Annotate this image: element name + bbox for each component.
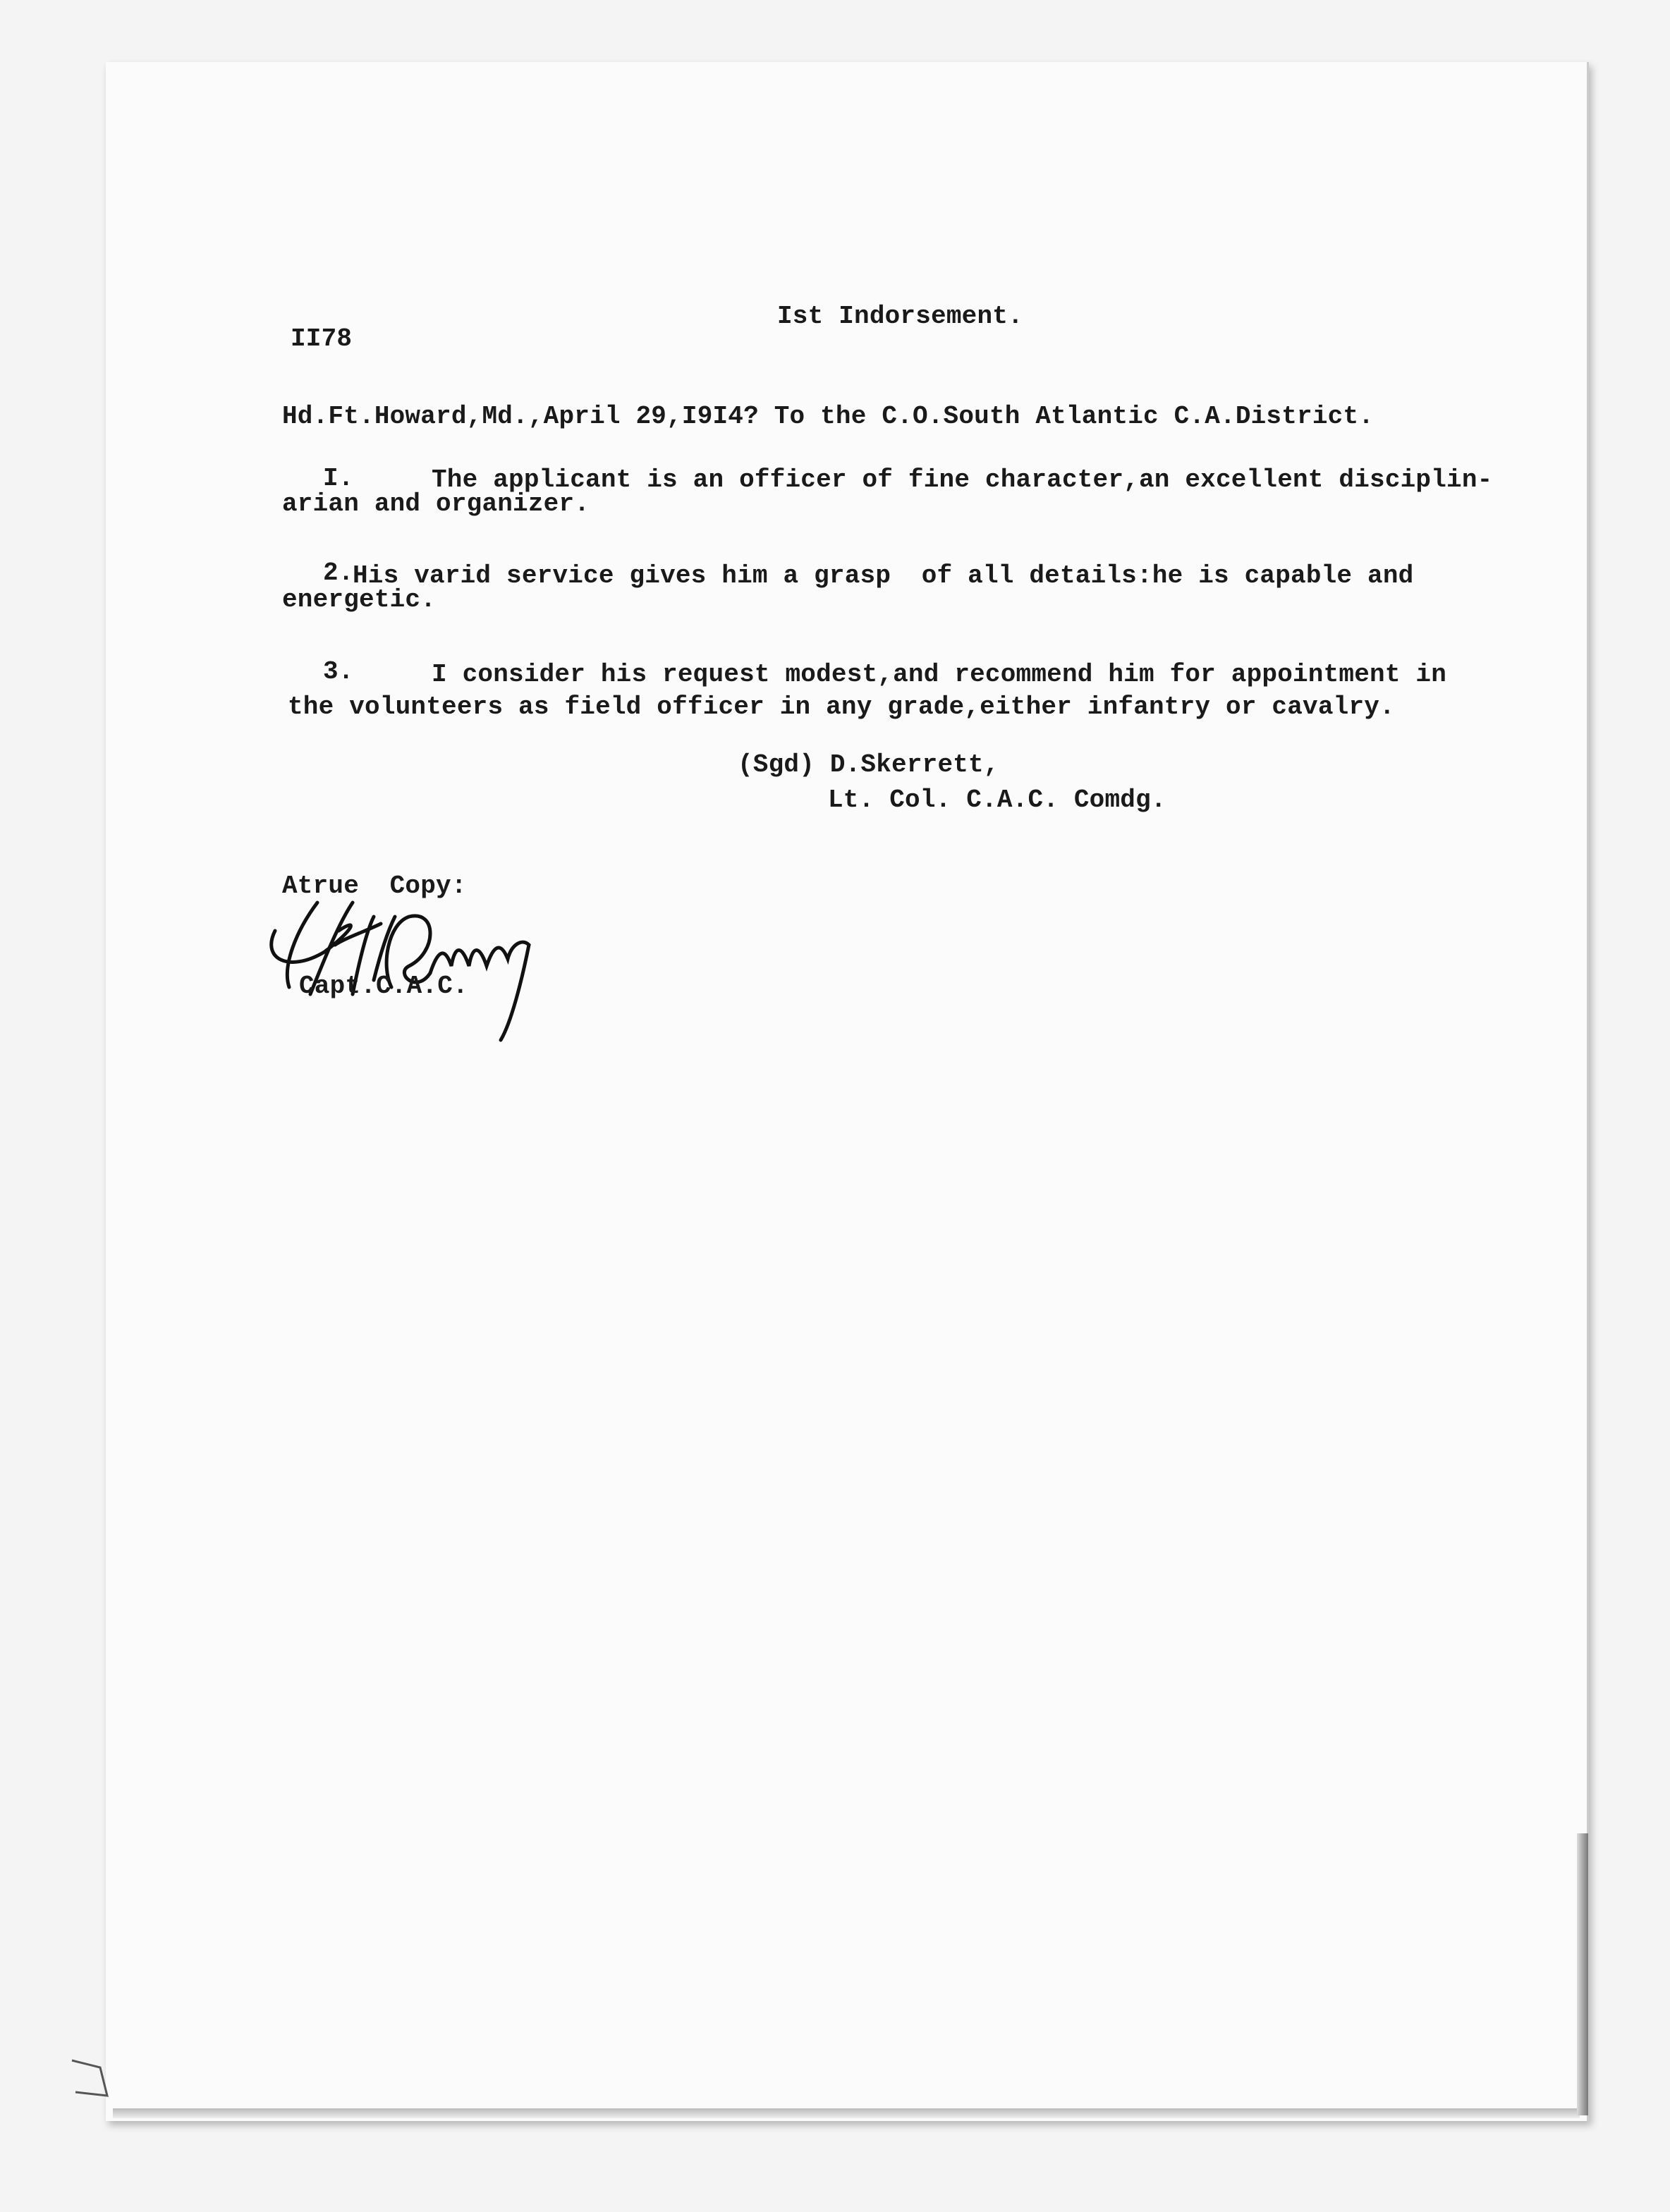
document-title: Ist Indorsement. [777,302,1023,331]
certifier-rank: Capt.C.A.C. [299,972,468,1001]
paragraph-1-line-1: The applicant is an officer of fine character,an excellent disciplin- [432,465,1493,494]
paragraph-3-line-2: the volunteers as field officer in any grade,either infantry or cavalry. [288,692,1395,721]
document-heading: Hd.Ft.Howard,Md.,April 29,I9I4? To the C.O.South Atlantic C.A.District. [282,402,1375,431]
paragraph-2-line-1: His varid service gives him a grasp of all details:he is capable and [353,561,1414,590]
page-corner-fold [65,2053,114,2106]
paragraph-1-number: I. [323,464,354,493]
paragraph-2-number: 2. [323,558,354,587]
document-page [106,62,1589,2121]
page-edge-shadow [113,2108,1580,2118]
file-number: II78 [291,324,353,353]
true-copy-label: Atrue Copy: [282,872,467,900]
paragraph-1-line-2: arian and organizer. [282,489,590,518]
handwritten-signature [268,888,607,1047]
page-edge-shadow-right [1577,1833,1588,2115]
paragraph-3-number: 3. [323,657,354,686]
paragraph-2-line-2: energetic. [282,585,437,614]
paragraph-3-line-1: I consider his request modest,and recommend him for appointment in [432,660,1447,689]
signer-rank: Lt. Col. C.A.C. Comdg. [828,786,1166,814]
signed-by: (Sgd) D.Skerrett, [738,750,999,779]
